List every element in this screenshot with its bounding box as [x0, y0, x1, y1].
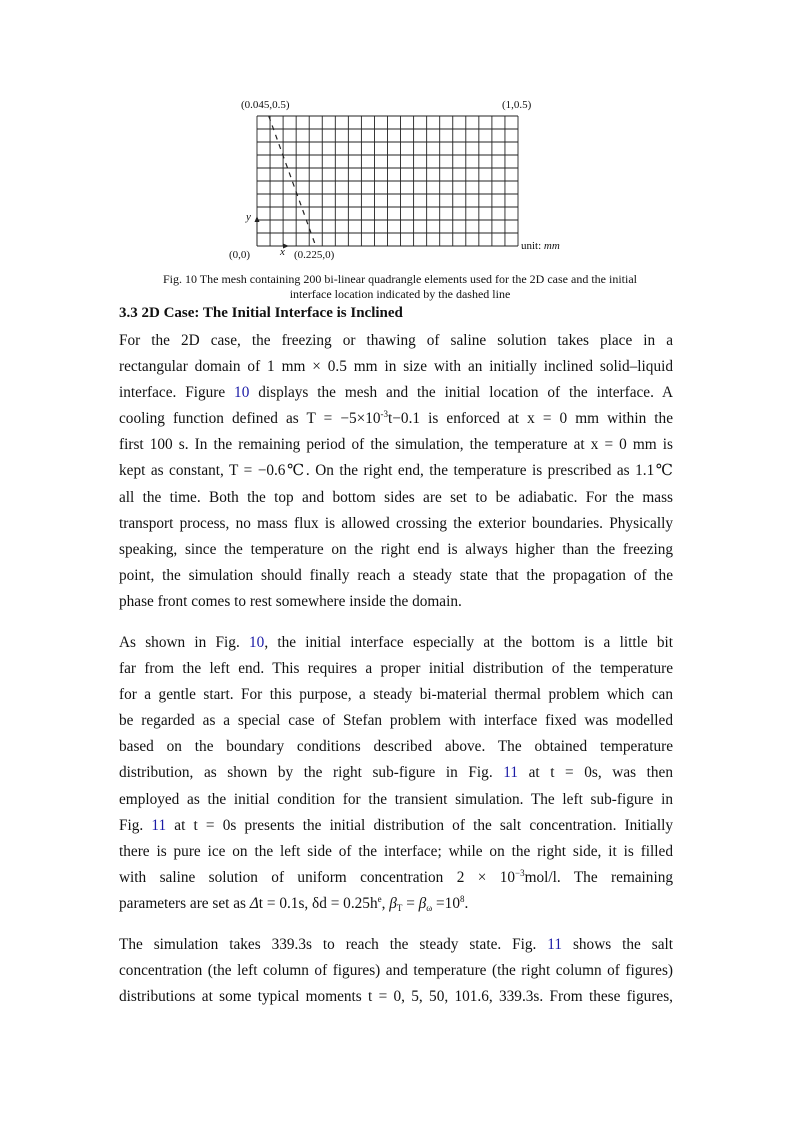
- p3-line-3: distributions at some typical moments t = 0, 5, 50, 101.6, 339.3s. From these figures,: [119, 988, 673, 1006]
- p1-line-3: interface. Figure 10 displays the mesh and the initial location of the interface. A: [119, 384, 673, 402]
- label-origin: (0,0): [229, 249, 251, 261]
- paragraph-2: [119, 630, 673, 917]
- p1-line-6: kept as constant, T = −0.6℃. On the right end, the temperature is prescribed as 1.1℃: [119, 462, 673, 480]
- caption-line-2: interface location indicated by the dashed line: [289, 287, 511, 301]
- p2-line-1: As shown in Fig. 10, the initial interface especially at the bottom is a little bit: [119, 634, 673, 651]
- figure-reference[interactable]: 10: [234, 384, 250, 402]
- section-title: 3.3 2D Case: The Initial Interface is Inclined: [119, 305, 403, 321]
- p2-line-9: there is pure ice on the left side of the interface; while on the right side, it is filled: [119, 842, 673, 860]
- p1-line-11: phase front comes to rest somewhere inside the domain.: [119, 592, 462, 610]
- p1-line-7: all the time. Both the top and bottom sides are set to be adiabatic. For the mass: [119, 488, 673, 506]
- p1-line-5: first 100 s. In the remaining period of the simulation, the temperature at x = 0 mm is: [119, 436, 673, 454]
- p2-line-7: employed as the initial condition for the transient simulation. The left sub-figure in: [119, 790, 673, 808]
- figure-reference[interactable]: 11: [503, 764, 518, 782]
- unit-prefix: unit:: [521, 240, 544, 252]
- figure-caption: [100, 272, 700, 302]
- paragraph-3: [119, 932, 673, 1010]
- p1-line-2: rectangular domain of 1 mm × 0.5 mm in size with an initially inclined solid–liquid: [119, 358, 673, 376]
- paragraph-1: [119, 328, 673, 615]
- mesh-figure: [0, 0, 793, 320]
- p1-line-9: speaking, since the temperature on the right end is always higher than the freezing: [119, 540, 673, 558]
- figure-reference[interactable]: 11: [151, 816, 167, 834]
- p2-line-4: be regarded as a special case of Stefan problem with interface fixed was modelled: [119, 712, 673, 730]
- p2-line-2: far from the left end. This requires a proper initial distribution of the temperature: [119, 660, 673, 678]
- figure-reference[interactable]: 11: [547, 936, 563, 953]
- y-axis-arrowhead: [255, 216, 260, 222]
- p1-line-10: point, the simulation should finally reach a steady state that the propagation of the: [119, 566, 673, 584]
- unit-label: [521, 240, 560, 252]
- p2-line-3: for a gentle start. For this purpose, a steady bi-material thermal problem which can: [119, 686, 673, 704]
- p2-line-11: parameters are set as Δt = 0.1s, $\delta d = 0.25h^e$, $\beta_T = \beta_\omega =10^8$.: [119, 893, 469, 913]
- p1-line-8: transport process, no mass flux is allowed crossing the exterior boundaries. Physically: [119, 514, 673, 532]
- caption-line-1: Fig. 10 The mesh containing 200 bi-linear quadrangle elements used for the 2D case and the initial: [163, 272, 637, 286]
- p2-line-10: with saline solution of uniform concentration $2 \times 10^{-3}mol/l$. The remaining: [119, 867, 674, 886]
- p2-line-8: Fig. 11 at t = 0s presents the initial distribution of the salt concentration. Initially: [119, 816, 673, 834]
- axis-y-label: y: [246, 211, 251, 223]
- label-top-left: (0.045,0.5): [241, 99, 290, 111]
- p3-line-2: concentration (the left column of figures) and temperature (the right column of figures): [119, 962, 673, 980]
- p1-line-1: For the 2D case, the freezing or thawing of saline solution takes place in a: [119, 332, 673, 349]
- p3-line-1: The simulation takes 339.3s to reach the steady state. Fig. 11 shows the salt: [119, 936, 673, 953]
- p2-line-6: distribution, as shown by the right sub-figure in Fig. 11 at t = 0s, was then: [119, 764, 673, 782]
- label-top-right: (1,0.5): [502, 99, 532, 111]
- unit-value: mm: [543, 240, 560, 252]
- figure-reference[interactable]: 10: [249, 634, 265, 651]
- p1-line-4: cooling function defined as $T = -5\times 10^{-3}t-0.1$ is enforced at x = 0 mm within the: [119, 409, 673, 428]
- label-bottom-point: (0.225,0): [294, 249, 335, 261]
- axis-x-label: x: [280, 246, 285, 258]
- p2-line-5: based on the boundary conditions described above. The obtained temperature: [119, 738, 673, 756]
